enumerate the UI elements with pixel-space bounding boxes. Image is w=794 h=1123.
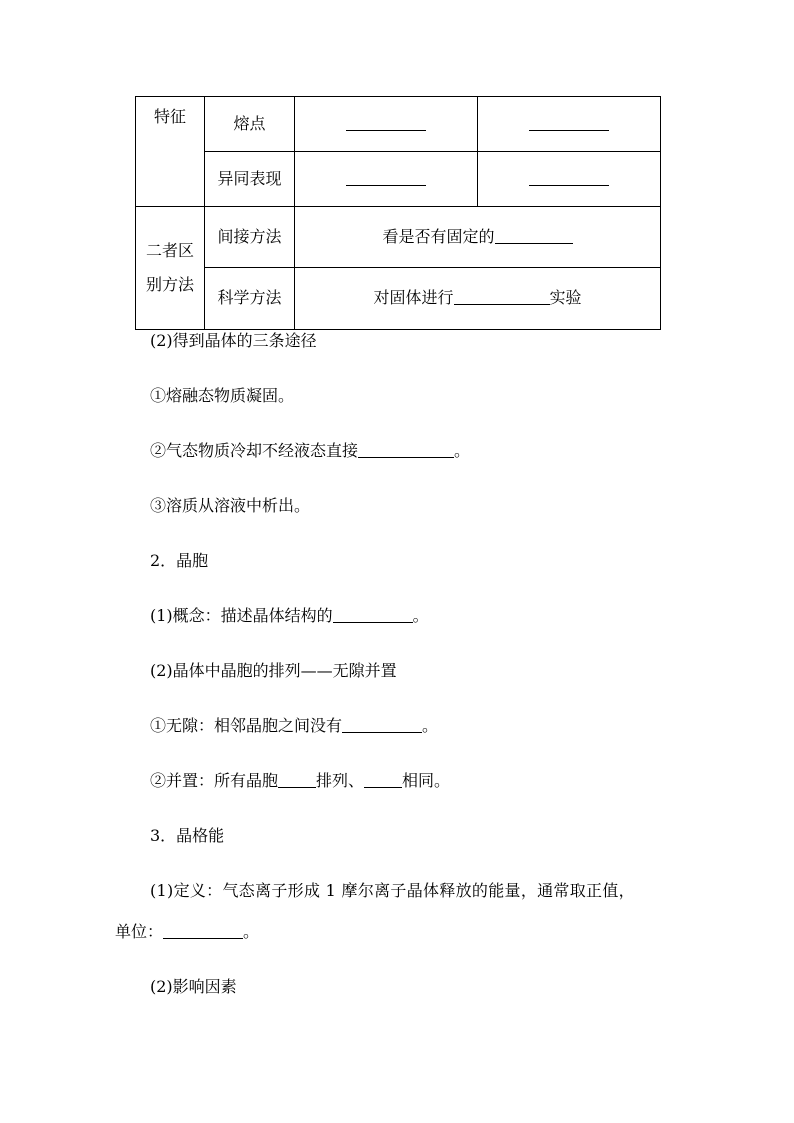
text: 相同。 bbox=[402, 771, 451, 790]
paragraph: (2)得到晶体的三条途径 bbox=[150, 331, 317, 350]
table-row bbox=[136, 152, 661, 207]
section-heading: 3．晶格能 bbox=[150, 826, 225, 845]
crystal-melting-blank-cell bbox=[295, 97, 478, 152]
text: 。 bbox=[412, 606, 429, 625]
answer-blank bbox=[495, 227, 573, 244]
paragraph bbox=[150, 441, 470, 461]
table-row bbox=[136, 207, 661, 268]
answer-blank bbox=[454, 288, 550, 305]
amorphous-melting-blank-cell bbox=[478, 97, 661, 152]
table-row bbox=[136, 97, 661, 152]
text: (1)概念：描述晶体结构的 bbox=[150, 606, 333, 625]
crystal-diff-blank-cell bbox=[295, 152, 478, 207]
paragraph: ①熔融态物质凝固。 bbox=[150, 386, 295, 405]
amorphous-diff-blank-cell bbox=[478, 152, 661, 207]
answer-blank bbox=[346, 114, 426, 131]
paragraph bbox=[150, 771, 450, 791]
melting-point-cell: 熔点 bbox=[205, 97, 295, 152]
answer-blank bbox=[163, 922, 243, 939]
answer-blank bbox=[342, 716, 422, 733]
answer-blank bbox=[529, 114, 609, 131]
answer-blank bbox=[333, 606, 413, 623]
text: 。 bbox=[422, 716, 439, 735]
table-row bbox=[136, 267, 661, 330]
paragraph bbox=[150, 716, 438, 736]
crystal-comparison-table bbox=[135, 96, 661, 330]
paragraph: (2)影响因素 bbox=[150, 977, 237, 996]
paragraph bbox=[115, 922, 259, 942]
answer-blank bbox=[278, 771, 316, 788]
text: 。 bbox=[454, 441, 471, 460]
text: 排列、 bbox=[316, 771, 365, 790]
answer-blank bbox=[346, 169, 426, 186]
text: ②气态物质冷却不经液态直接 bbox=[150, 441, 359, 460]
distinguish-cell-bottom: 别方法 bbox=[136, 267, 205, 330]
section-heading: 2．晶胞 bbox=[150, 551, 209, 570]
answer-blank bbox=[364, 771, 402, 788]
sci-text-pre: 对固体进行 bbox=[373, 288, 454, 308]
text: ①无隙：相邻晶胞之间没有 bbox=[150, 716, 343, 735]
indirect-method-content bbox=[295, 207, 661, 268]
paragraph: (1)定义：气态离子形成 1 摩尔离子晶体释放的能量，通常取正值， bbox=[150, 881, 635, 900]
text: 单位： bbox=[115, 922, 164, 941]
sci-text-post: 实验 bbox=[549, 288, 582, 308]
scientific-method-cell: 科学方法 bbox=[205, 267, 295, 330]
distinguish-cell-top: 二者区 bbox=[136, 207, 205, 268]
text: 。 bbox=[243, 922, 260, 941]
indirect-text: 看是否有固定的 bbox=[382, 226, 495, 246]
text: ②并置：所有晶胞 bbox=[150, 771, 279, 790]
feature-cell: 特征 bbox=[136, 97, 205, 207]
diff-cell: 异同表现 bbox=[205, 152, 295, 207]
indirect-method-cell: 间接方法 bbox=[205, 207, 295, 268]
paragraph bbox=[150, 606, 429, 626]
answer-blank bbox=[529, 169, 609, 186]
scientific-method-content bbox=[295, 267, 661, 330]
answer-blank bbox=[358, 441, 454, 458]
paragraph: (2)晶体中晶胞的排列——无隙并置 bbox=[150, 661, 397, 680]
paragraph: ③溶质从溶液中析出。 bbox=[150, 496, 311, 515]
